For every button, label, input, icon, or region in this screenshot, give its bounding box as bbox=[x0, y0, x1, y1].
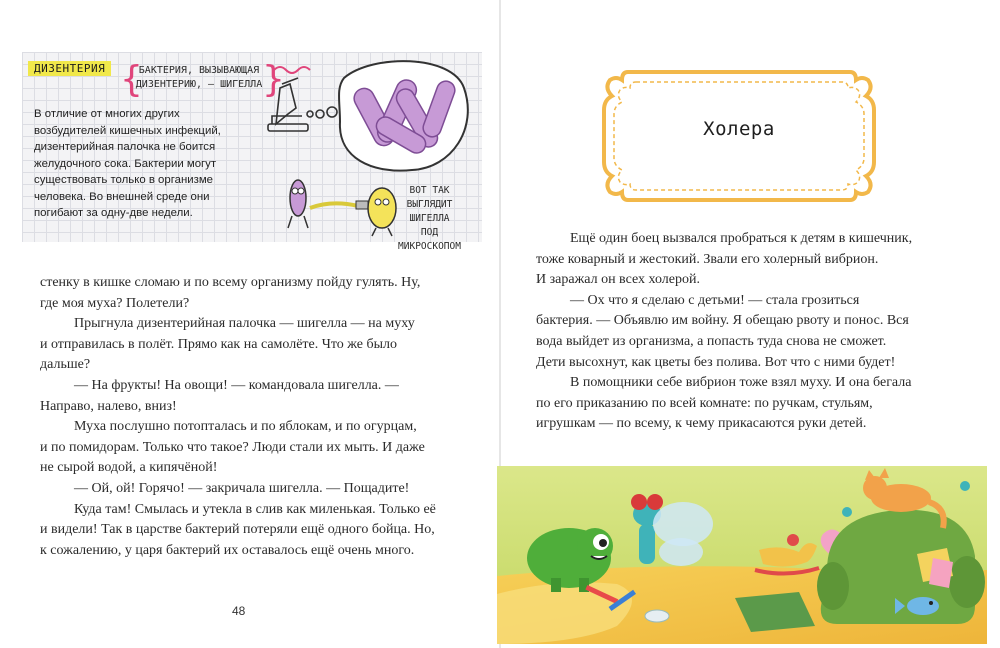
text-line: Ещё один боец вызвался пробраться к детям в кишечник, bbox=[570, 231, 913, 246]
paragraph bbox=[40, 376, 460, 417]
text-line: по его приказанию по всей комнате: по ручкам, стульям, bbox=[536, 395, 873, 411]
info-tag: ДИЗЕНТЕРИЯ bbox=[28, 61, 111, 76]
small-fly-icon bbox=[842, 507, 852, 517]
info-line: В отличие от многих других bbox=[34, 108, 180, 120]
text-line: не сырой водой, а кипячёной! bbox=[40, 460, 218, 476]
text-line: бактерия. — Объявлю им войну. Я обещаю рвоту и понос. Вся bbox=[536, 313, 909, 329]
text-line: вода выйдет из организма, а попасть туда снова не сможет. bbox=[536, 333, 887, 349]
left-body-text bbox=[40, 273, 460, 561]
paragraph bbox=[40, 314, 460, 376]
eraser-icon bbox=[645, 610, 669, 622]
chapter-title: Холера bbox=[703, 118, 775, 140]
text-line: и отправилась в полёт. Прямо как на самолёте. Что же было bbox=[40, 336, 397, 352]
microscope-caption bbox=[387, 184, 472, 254]
spray-bottle-icon bbox=[356, 201, 368, 209]
text-line: и по помидорам. Только что такое? Люди стали их мыть. И даже bbox=[40, 439, 425, 455]
paragraph bbox=[40, 500, 460, 562]
text-line: — Ой, ой! Горячо! — закричала шигелла. — Пощадите! bbox=[74, 480, 410, 496]
caption-line: ВОТ ТАК ВЫГЛЯДИТ bbox=[406, 185, 453, 210]
bacteria-character-icon bbox=[288, 180, 308, 228]
caption-line: ПОД МИКРОСКОПОМ bbox=[398, 227, 461, 252]
text-line: стенку в кишке сломаю и по всему организму пойду гулять. Ну, bbox=[40, 275, 421, 290]
text-line: дальше? bbox=[40, 357, 91, 373]
text-line: И заражал он всех холерой. bbox=[536, 272, 700, 288]
room-illustration bbox=[497, 466, 987, 644]
text-line: где моя муха? Полетели? bbox=[40, 295, 190, 311]
text-line: Муха послушно потопталась и по яблокам, и по огурцам, bbox=[74, 419, 417, 435]
right-brace-icon: } bbox=[262, 59, 285, 100]
caption-line: ШИГЕЛЛА bbox=[409, 213, 450, 224]
info-line: существовать только в организме bbox=[34, 174, 213, 186]
small-fly-icon bbox=[960, 481, 970, 491]
spray-stream-icon bbox=[310, 203, 358, 208]
paragraph bbox=[40, 273, 460, 314]
text-line: Прыгнула дизентерийная палочка — шигелла — на муху bbox=[74, 316, 415, 332]
text-line: Куда там! Смылась и утекла в слив как миленькая. Только её bbox=[74, 501, 436, 517]
dysentery-info-box bbox=[22, 52, 482, 252]
info-line: желудочного сока. Бактерии могут bbox=[34, 157, 217, 170]
left-page bbox=[0, 0, 499, 648]
bacteria-caption bbox=[134, 64, 264, 92]
info-text bbox=[34, 106, 249, 222]
microscope-icon bbox=[268, 78, 337, 131]
caption-line: БАКТЕРИЯ, ВЫЗЫВАЮЩАЯ bbox=[138, 65, 260, 76]
paragraph bbox=[536, 229, 956, 291]
left-brace-icon: { bbox=[120, 59, 143, 100]
info-line: человека. Во внешней среде они bbox=[34, 190, 210, 203]
info-line: погибают за одну-две недели. bbox=[34, 207, 193, 219]
text-line: Направо, налево, вниз! bbox=[40, 398, 177, 414]
page-number: 48 bbox=[232, 604, 246, 618]
right-body-text bbox=[536, 229, 956, 435]
paragraph bbox=[40, 479, 460, 500]
text-line: тоже коварный и жестокий. Звали его холерный вибрион. bbox=[536, 251, 879, 267]
info-line: возбудителей кишечных инфекций, bbox=[34, 124, 221, 137]
wavy-line-icon bbox=[274, 67, 310, 73]
text-line: Дети высохнут, как цветы без полива. Вот что с ними будет! bbox=[536, 354, 896, 370]
text-line: — На фрукты! На овощи! — командовала шигелла. — bbox=[74, 377, 399, 393]
paragraph bbox=[536, 373, 956, 435]
text-line: к сожалению, у царя бактерий их оставалось ещё очень много. bbox=[40, 542, 415, 558]
paragraph bbox=[40, 417, 460, 479]
paragraph bbox=[536, 291, 956, 373]
text-line: игрушкам — по всему, к чему прикасаются руки детей. bbox=[536, 416, 867, 432]
info-line: дизентерийная палочка не боится bbox=[34, 141, 216, 153]
text-line: и видели! Так в царстве бактерий потеряли ещё одного бойца. Но, bbox=[40, 522, 435, 538]
text-line: В помощники себе вибрион тоже взял муху. И она бегала bbox=[570, 375, 912, 391]
text-line: — Ох что я сделаю с детьми! — стала грозиться bbox=[570, 292, 860, 308]
caption-line: ДИЗЕНТЕРИЮ, — ШИГЕЛЛА bbox=[135, 79, 263, 90]
